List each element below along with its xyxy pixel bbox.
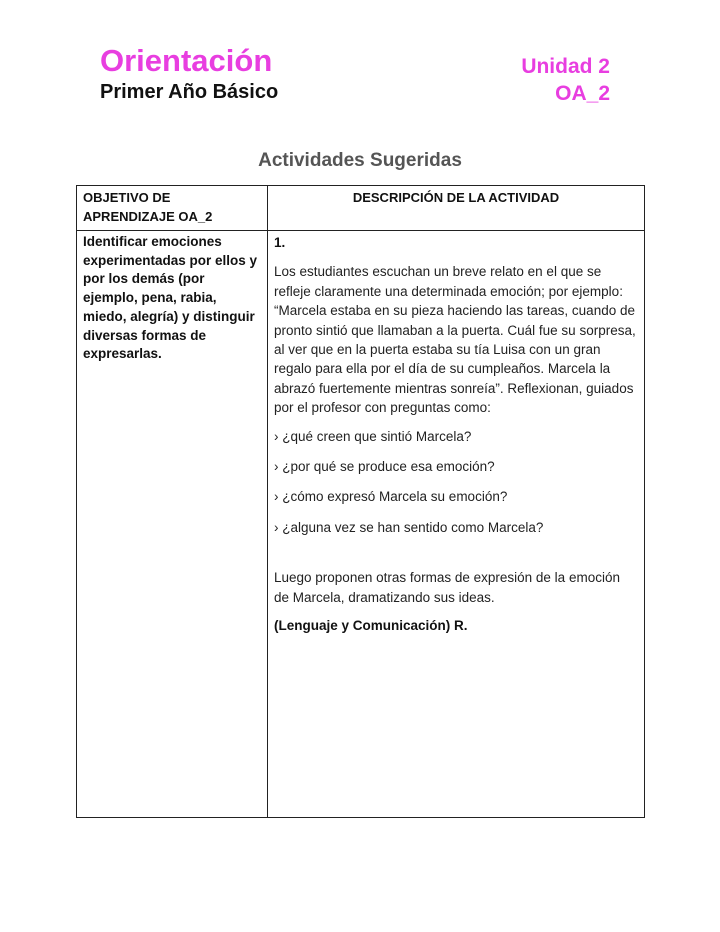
subject-reference: (Lenguaje y Comunicación) R. bbox=[274, 618, 468, 634]
grade-level: Primer Año Básico bbox=[100, 81, 279, 103]
header-right bbox=[521, 53, 610, 107]
description-column-header: DESCRIPCIÓN DE LA ACTIVIDAD bbox=[268, 186, 645, 231]
objective-cell: Identificar emociones experimentadas por ellos y por los demás (por ejemplo, pena, rabia, miedo, alegría) y distinguir diversas formas de expresarlas. bbox=[77, 231, 268, 818]
activity-closing: Luego proponen otras formas de expresión de la emoción de Marcela, dramatizando sus ideas. bbox=[274, 570, 620, 605]
subject-title: Orientación bbox=[100, 43, 273, 78]
question-item: › ¿alguna vez se han sentido como Marcela? bbox=[274, 519, 544, 535]
spacer bbox=[274, 548, 638, 568]
activity-description: Los estudiantes escuchan un breve relato en el que se refleje claramente una determinada emoción; por ejemplo: “Marcela estaba en su pieza haciendo las tareas, cuando de pronto sintió que llamaban a la puerta. Cuál fue su sorpresa, al ver que en la puerta estaba su tía Luisa con un gran regalo para ella por el día de su cumpleaños. Marcela la abrazó fuertemente mientras sonreía”. Reflexionan, guiados por el profesor con preguntas como: bbox=[274, 264, 636, 416]
oa-code: OA_2 bbox=[555, 82, 610, 105]
section-title: Actividades Sugeridas bbox=[258, 150, 462, 171]
question-item: › ¿qué creen que sintió Marcela? bbox=[274, 428, 472, 444]
question-item: › ¿cómo expresó Marcela su emoción? bbox=[274, 489, 508, 505]
activities-table bbox=[76, 185, 645, 818]
description-cell bbox=[268, 231, 645, 818]
activity-number: 1. bbox=[274, 235, 286, 250]
objective-column-header: OBJETIVO DE APRENDIZAJE OA_2 bbox=[77, 186, 268, 231]
question-item: › ¿por qué se produce esa emoción? bbox=[274, 459, 495, 475]
table-row bbox=[77, 231, 645, 818]
table-header-row bbox=[77, 186, 645, 231]
header-left bbox=[100, 42, 278, 104]
unit-label: Unidad 2 bbox=[521, 55, 610, 78]
